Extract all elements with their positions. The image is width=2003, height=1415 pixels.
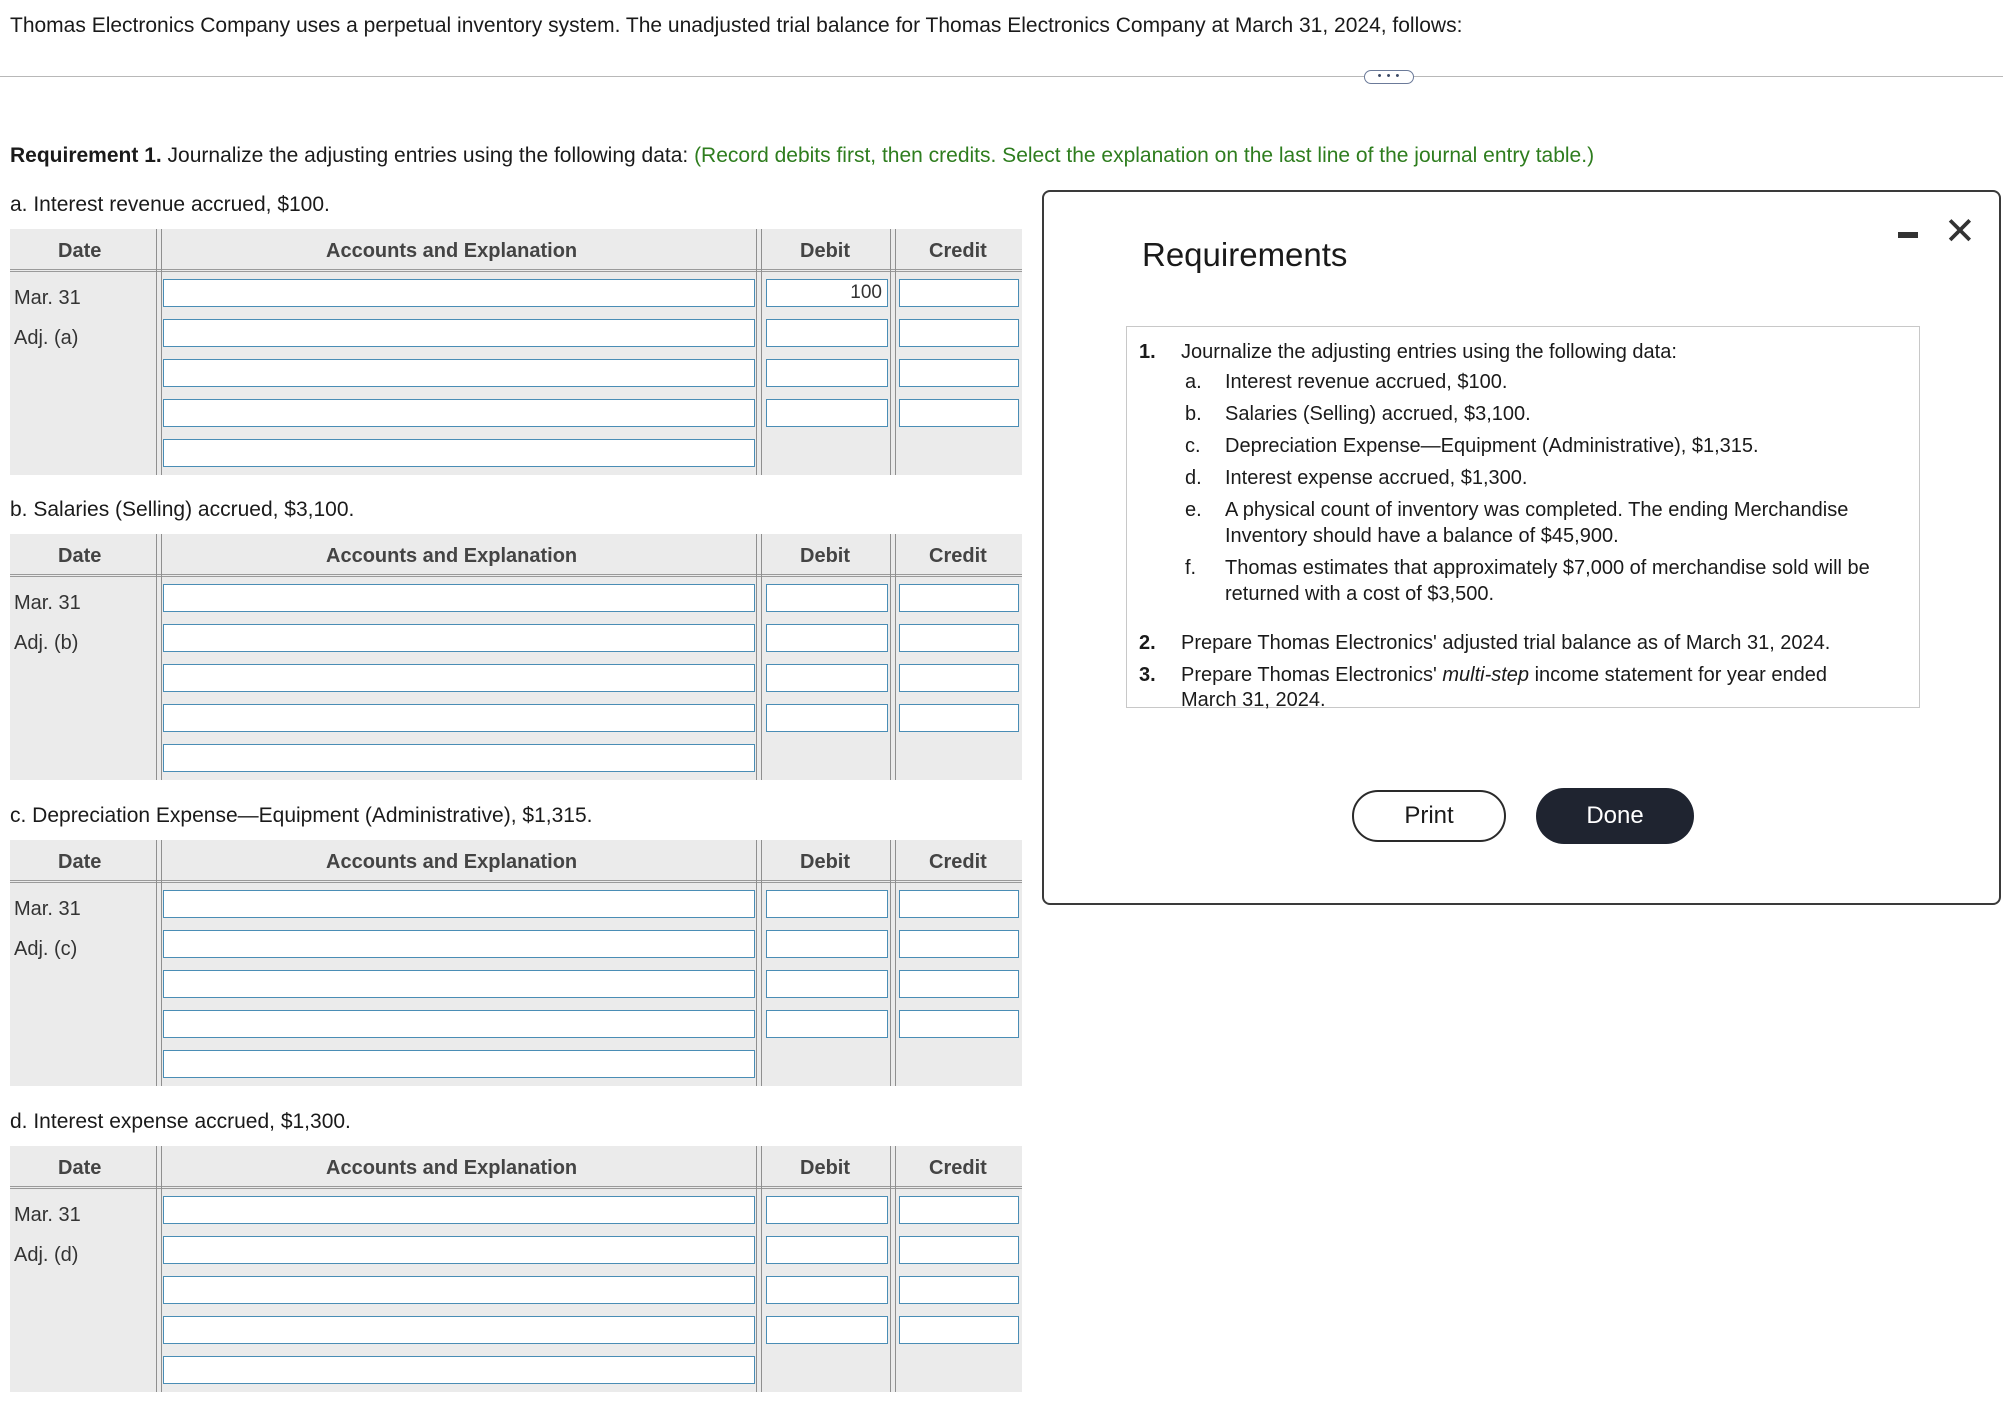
- req3-text-emphasis: multi-step: [1442, 664, 1530, 686]
- entry-label: a. Interest revenue accrued, $100.: [10, 193, 330, 216]
- req1-text: Journalize the adjusting entries using the following data:: [1181, 341, 1677, 363]
- req-item-text: Salaries (Selling) accrued, $3,100.: [1225, 403, 1531, 425]
- account-input[interactable]: [163, 1276, 755, 1304]
- req-item-text: Depreciation Expense—Equipment (Administrative), $1,315.: [1225, 435, 1759, 457]
- debit-input[interactable]: [766, 359, 888, 387]
- account-input[interactable]: [163, 930, 755, 958]
- req-item-letter: c.: [1185, 435, 1201, 457]
- req-item-text: Thomas estimates that approximately $7,000 of merchandise sold will be: [1225, 557, 1870, 579]
- header-debit: Debit: [800, 1157, 850, 1179]
- column-divider: [756, 1146, 762, 1392]
- journal-entry-table: [10, 1146, 1022, 1392]
- account-input[interactable]: [163, 1316, 755, 1344]
- req3-text-pre: Prepare Thomas Electronics': [1181, 664, 1443, 686]
- divider: [0, 76, 2003, 77]
- entry-adj-ref: Adj. (c): [14, 938, 78, 960]
- requirement-number: Requirement 1.: [10, 144, 162, 167]
- entry-date: Mar. 31: [14, 1204, 81, 1226]
- debit-input[interactable]: [766, 584, 888, 612]
- entry-label: b. Salaries (Selling) accrued, $3,100.: [10, 498, 355, 521]
- column-divider: [890, 840, 896, 1086]
- column-divider: [756, 229, 762, 475]
- header-date: Date: [58, 545, 102, 567]
- account-input[interactable]: [163, 744, 755, 772]
- entry-date: Mar. 31: [14, 287, 81, 309]
- account-input[interactable]: [163, 359, 755, 387]
- debit-input[interactable]: [766, 1010, 888, 1038]
- req-item-text: Interest revenue accrued, $100.: [1225, 371, 1508, 393]
- debit-input[interactable]: [766, 399, 888, 427]
- header-credit: Credit: [929, 545, 987, 567]
- debit-input[interactable]: [766, 930, 888, 958]
- column-divider: [156, 229, 162, 475]
- req-item-letter: e.: [1185, 499, 1202, 521]
- credit-input[interactable]: [899, 399, 1019, 427]
- account-input[interactable]: [163, 970, 755, 998]
- account-input[interactable]: [163, 439, 755, 467]
- account-input[interactable]: [163, 704, 755, 732]
- credit-input[interactable]: [899, 279, 1019, 307]
- account-input[interactable]: [163, 399, 755, 427]
- account-input[interactable]: [163, 1010, 755, 1038]
- credit-input[interactable]: [899, 1316, 1019, 1344]
- journal-entry-table: [10, 229, 1022, 475]
- credit-input[interactable]: [899, 664, 1019, 692]
- req-item-text: Interest expense accrued, $1,300.: [1225, 467, 1528, 489]
- debit-input[interactable]: [766, 1236, 888, 1264]
- req3-number: 3.: [1139, 664, 1156, 686]
- requirements-dialog: [1042, 190, 2001, 905]
- debit-input[interactable]: [766, 624, 888, 652]
- column-divider: [156, 840, 162, 1086]
- requirement-instruction: [10, 144, 1594, 168]
- entry-label: c. Depreciation Expense—Equipment (Administrative), $1,315.: [10, 804, 593, 827]
- account-input[interactable]: [163, 664, 755, 692]
- column-divider: [156, 1146, 162, 1392]
- debit-input[interactable]: [766, 1196, 888, 1224]
- account-input[interactable]: [163, 1236, 755, 1264]
- done-button[interactable]: Done: [1536, 788, 1694, 844]
- req3-text: [1181, 664, 1827, 687]
- req-item-text-line2: returned with a cost of $3,500.: [1225, 583, 1495, 605]
- credit-input[interactable]: [899, 704, 1019, 732]
- req3-text-line2: March 31, 2024.: [1181, 689, 1326, 711]
- entry-adj-ref: Adj. (d): [14, 1244, 79, 1266]
- account-input[interactable]: [163, 279, 755, 307]
- more-button[interactable]: • • •: [1364, 70, 1414, 84]
- requirement-hint: (Record debits first, then credits. Select the explanation on the last line of the journal entry table.): [694, 144, 1595, 167]
- close-icon[interactable]: ✕: [1944, 211, 1976, 253]
- column-divider: [756, 840, 762, 1086]
- req-item-letter: f.: [1185, 557, 1197, 579]
- header-date: Date: [58, 851, 102, 873]
- debit-input[interactable]: [766, 279, 888, 307]
- dialog-title: Requirements: [1142, 236, 1348, 273]
- journal-entry-table: [10, 534, 1022, 780]
- account-input[interactable]: [163, 624, 755, 652]
- entry-label: d. Interest expense accrued, $1,300.: [10, 1110, 351, 1133]
- header-accounts: Accounts and Explanation: [326, 240, 578, 262]
- header-date: Date: [58, 1157, 102, 1179]
- req-item-text: A physical count of inventory was completed. The ending Merchandise: [1225, 499, 1849, 521]
- header-accounts: Accounts and Explanation: [326, 1157, 578, 1179]
- req-item-letter: a.: [1185, 371, 1202, 393]
- header-debit: Debit: [800, 240, 850, 262]
- account-input[interactable]: [163, 1196, 755, 1224]
- header-accounts: Accounts and Explanation: [326, 851, 578, 873]
- req2-number: 2.: [1139, 632, 1156, 654]
- credit-input[interactable]: [899, 319, 1019, 347]
- account-input[interactable]: [163, 890, 755, 918]
- column-divider: [756, 534, 762, 780]
- debit-input[interactable]: [766, 1316, 888, 1344]
- account-input[interactable]: [163, 1356, 755, 1384]
- account-input[interactable]: [163, 1050, 755, 1078]
- entry-adj-ref: Adj. (b): [14, 632, 79, 654]
- header-date: Date: [58, 240, 102, 262]
- credit-input[interactable]: [899, 1236, 1019, 1264]
- header-credit: Credit: [929, 851, 987, 873]
- req-item-text-line2: Inventory should have a balance of $45,900.: [1225, 525, 1619, 547]
- debit-input[interactable]: [766, 1276, 888, 1304]
- entry-date: Mar. 31: [14, 592, 81, 614]
- print-button[interactable]: Print: [1352, 790, 1506, 842]
- header-accounts: Accounts and Explanation: [326, 545, 578, 567]
- column-divider: [890, 534, 896, 780]
- requirement-text: Journalize the adjusting entries using the following data:: [161, 144, 695, 167]
- credit-input[interactable]: [899, 1276, 1019, 1304]
- account-input[interactable]: [163, 319, 755, 347]
- column-divider: [890, 229, 896, 475]
- debit-input[interactable]: [766, 664, 888, 692]
- header-debit: Debit: [800, 851, 850, 873]
- credit-input[interactable]: [899, 1010, 1019, 1038]
- req2-text: Prepare Thomas Electronics' adjusted trial balance as of March 31, 2024.: [1181, 632, 1831, 654]
- req-item-letter: d.: [1185, 467, 1202, 489]
- entry-date: Mar. 31: [14, 898, 81, 920]
- credit-input[interactable]: [899, 584, 1019, 612]
- journal-entry-table: [10, 840, 1022, 1086]
- credit-input[interactable]: [899, 930, 1019, 958]
- req-item-letter: b.: [1185, 403, 1202, 425]
- debit-input[interactable]: [766, 319, 888, 347]
- minimize-icon[interactable]: [1898, 232, 1918, 238]
- credit-input[interactable]: [899, 359, 1019, 387]
- header-credit: Credit: [929, 240, 987, 262]
- req3-text-post: income statement for year ended: [1529, 664, 1827, 686]
- header-credit: Credit: [929, 1157, 987, 1179]
- column-divider: [890, 1146, 896, 1392]
- column-divider: [156, 534, 162, 780]
- entry-adj-ref: Adj. (a): [14, 327, 79, 349]
- problem-intro: Thomas Electronics Company uses a perpetual inventory system. The unadjusted trial balance for Thomas Electronics Company at March 31, 2024, follows:: [10, 14, 1463, 37]
- credit-input[interactable]: [899, 970, 1019, 998]
- credit-input[interactable]: [899, 624, 1019, 652]
- debit-input[interactable]: [766, 704, 888, 732]
- debit-input[interactable]: [766, 970, 888, 998]
- requirements-list: [1126, 326, 1920, 711]
- account-input[interactable]: [163, 584, 755, 612]
- debit-input[interactable]: [766, 890, 888, 918]
- credit-input[interactable]: [899, 890, 1019, 918]
- header-debit: Debit: [800, 545, 850, 567]
- req1-number: 1.: [1139, 341, 1156, 363]
- credit-input[interactable]: [899, 1196, 1019, 1224]
